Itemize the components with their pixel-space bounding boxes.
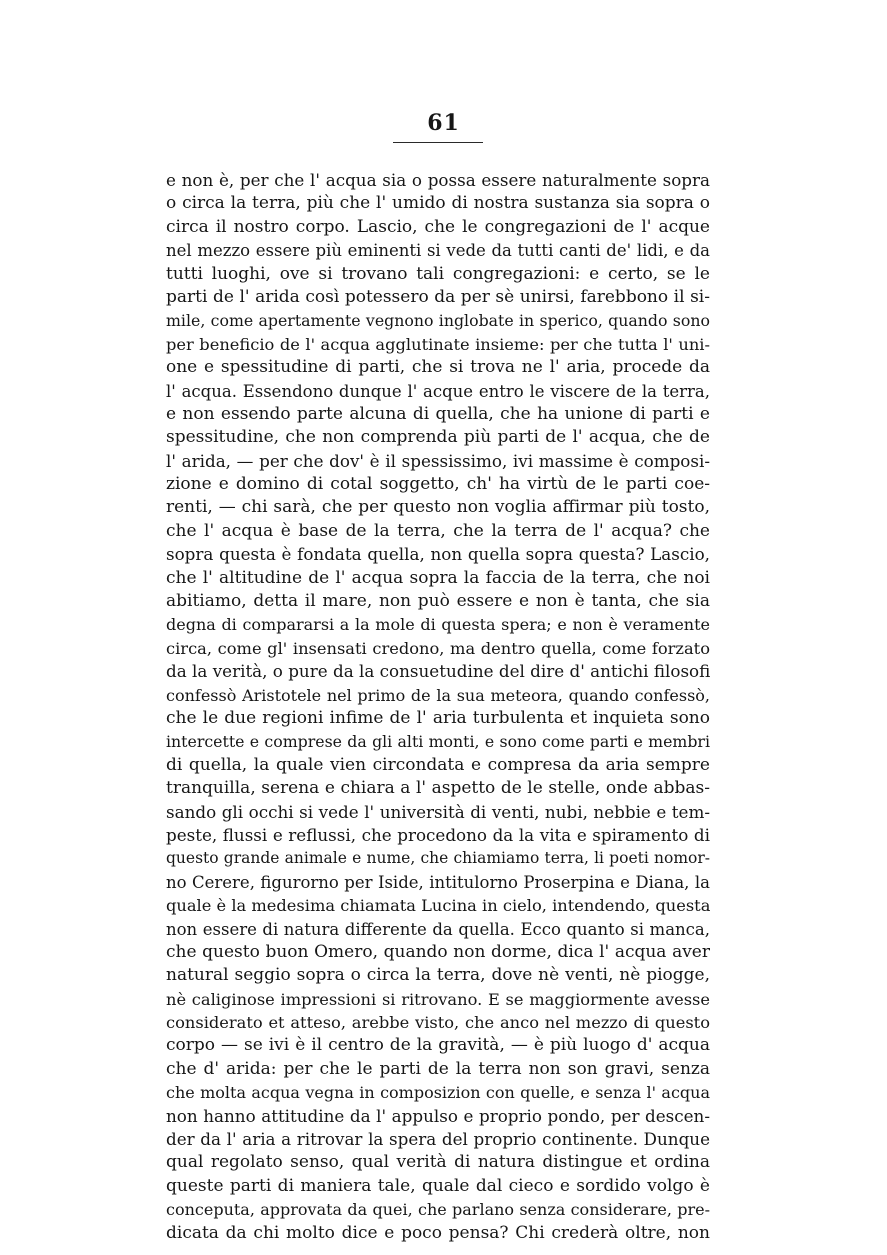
- text-line: peste, flussi e reflussi, che procedono da la vita e spiramento di: [166, 824, 710, 845]
- text-line: no Cerere, figurorno per Iside, intitulorno Proserpina e Diana, la: [166, 872, 710, 892]
- body-text: [166, 169, 710, 1245]
- text-line: tranquilla, serena e chiara a l' aspetto de le stelle, onde abbas-: [166, 778, 710, 799]
- text-line: per beneficio de l' acqua agglutinate insieme: per che tutta l' uni-: [166, 334, 710, 354]
- text-line: abitiamo, detta il mare, non può essere e non è tanta, che sia: [166, 591, 710, 612]
- text-line: dicata da chi molto dice e poco pensa? Chi crederà oltre, non: [166, 1222, 710, 1243]
- text-line: mile, come apertamente vegnono inglobate in sperico, quando sono: [166, 311, 710, 331]
- text-line: che d' arida: per che le parti de la terra non son gravi, senza: [166, 1058, 710, 1079]
- page-number: 61: [427, 110, 460, 136]
- text-line: queste parti di maniera tale, quale dal cieco e sordido volgo è: [166, 1175, 710, 1196]
- text-line: one e spessitudine di parti, che si trova ne l' aria, procede da: [166, 357, 710, 378]
- text-line: da la verità, o pure da la consuetudine del dire d' antichi filosofi: [166, 661, 710, 682]
- text-line: considerato et atteso, arebbe visto, che anco nel mezzo di questo: [166, 1013, 710, 1033]
- text-line: sando gli occhi si vede l' università di venti, nubi, nebbie e tem-: [166, 801, 710, 822]
- text-line: non essere di natura differente da quella. Ecco quanto si manca,: [166, 919, 710, 939]
- text-line: conceputa, approvata da quei, che parlano senza considerare, pre-: [166, 1200, 710, 1220]
- text-line: sopra questa è fondata quella, non quella sopra questa? Lascio,: [166, 544, 710, 565]
- text-line: e non è, per che l' acqua sia o possa essere naturalmente sopra: [166, 170, 710, 190]
- text-line: spessitudine, che non comprenda più parti de l' acqua, che de: [166, 427, 710, 448]
- text-line: quale è la medesima chiamata Lucina in cielo, intendendo, questa: [166, 896, 710, 916]
- text-line: zione e domino di cotal soggetto, ch' ha virtù de le parti coe-: [166, 474, 710, 495]
- text-line: che molta acqua vegna in composizion con quelle, e senza l' acqua: [166, 1083, 710, 1103]
- text-line: questo grande animale e nume, che chiamiamo terra, li poeti nomor-: [166, 849, 710, 868]
- text-line: parti de l' arida così potessero da per sè unirsi, farebbono il si-: [166, 286, 710, 307]
- text-line: der da l' aria a ritrovar la spera del proprio continente. Dunque: [166, 1129, 710, 1150]
- text-line: nel mezzo essere più eminenti si vede da tutti canti de' lidi, e da: [166, 241, 710, 261]
- text-line: l' arida, — per che dov' è il spessissimo, ivi massime è composi-: [166, 450, 710, 471]
- text-line: circa il nostro corpo. Lascio, che le congregazioni de l' acque: [166, 216, 710, 237]
- text-line: corpo — se ivi è il centro de la gravità, — è più luogo d' acqua: [166, 1035, 710, 1056]
- text-line: confessò Aristotele nel primo de la sua meteora, quando confessò,: [166, 685, 710, 705]
- text-line: degna di compararsi a la mole di questa spera; e non è veramente: [166, 615, 710, 635]
- text-line: intercette e comprese da gli alti monti, e sono come parti e membri: [166, 732, 710, 752]
- text-line: che l' acqua è base de la terra, che la terra de l' acqua? che: [166, 520, 710, 541]
- text-line: qual regolato senso, qual verità di natura distingue et ordina: [166, 1152, 710, 1173]
- header-rule: [393, 142, 483, 143]
- text-line: che l' altitudine de l' acqua sopra la faccia de la terra, che noi: [166, 567, 710, 588]
- text-line: natural seggio sopra o circa la terra, dove nè venti, nè piogge,: [166, 965, 710, 986]
- text-line: tutti luoghi, ove si trovano tali congregazioni: e certo, se le: [166, 263, 710, 284]
- text-line: e non essendo parte alcuna di quella, che ha unione di parti e: [166, 403, 710, 424]
- text-line: renti, — chi sarà, che per questo non voglia affirmar più tosto,: [166, 497, 710, 518]
- text-line: che questo buon Omero, quando non dorme, dica l' acqua aver: [166, 941, 710, 962]
- text-line: l' acqua. Essendono dunque l' acque entro le viscere de la terra,: [166, 381, 710, 401]
- text-line: di quella, la quale vien circondata e compresa da aria sempre: [166, 754, 710, 775]
- text-line: che le due regioni infime de l' aria turbulenta et inquieta sono: [166, 707, 710, 728]
- text-line: nè caliginose impressioni si ritrovano. E se maggiormente avesse: [166, 989, 710, 1009]
- text-line: o circa la terra, più che l' umido di nostra sustanza sia sopra o: [166, 193, 710, 214]
- text-line: non hanno attitudine da l' appulso e proprio pondo, per descen-: [166, 1105, 710, 1126]
- text-line: circa, come gl' insensati credono, ma dentro quella, come forzato: [166, 638, 710, 658]
